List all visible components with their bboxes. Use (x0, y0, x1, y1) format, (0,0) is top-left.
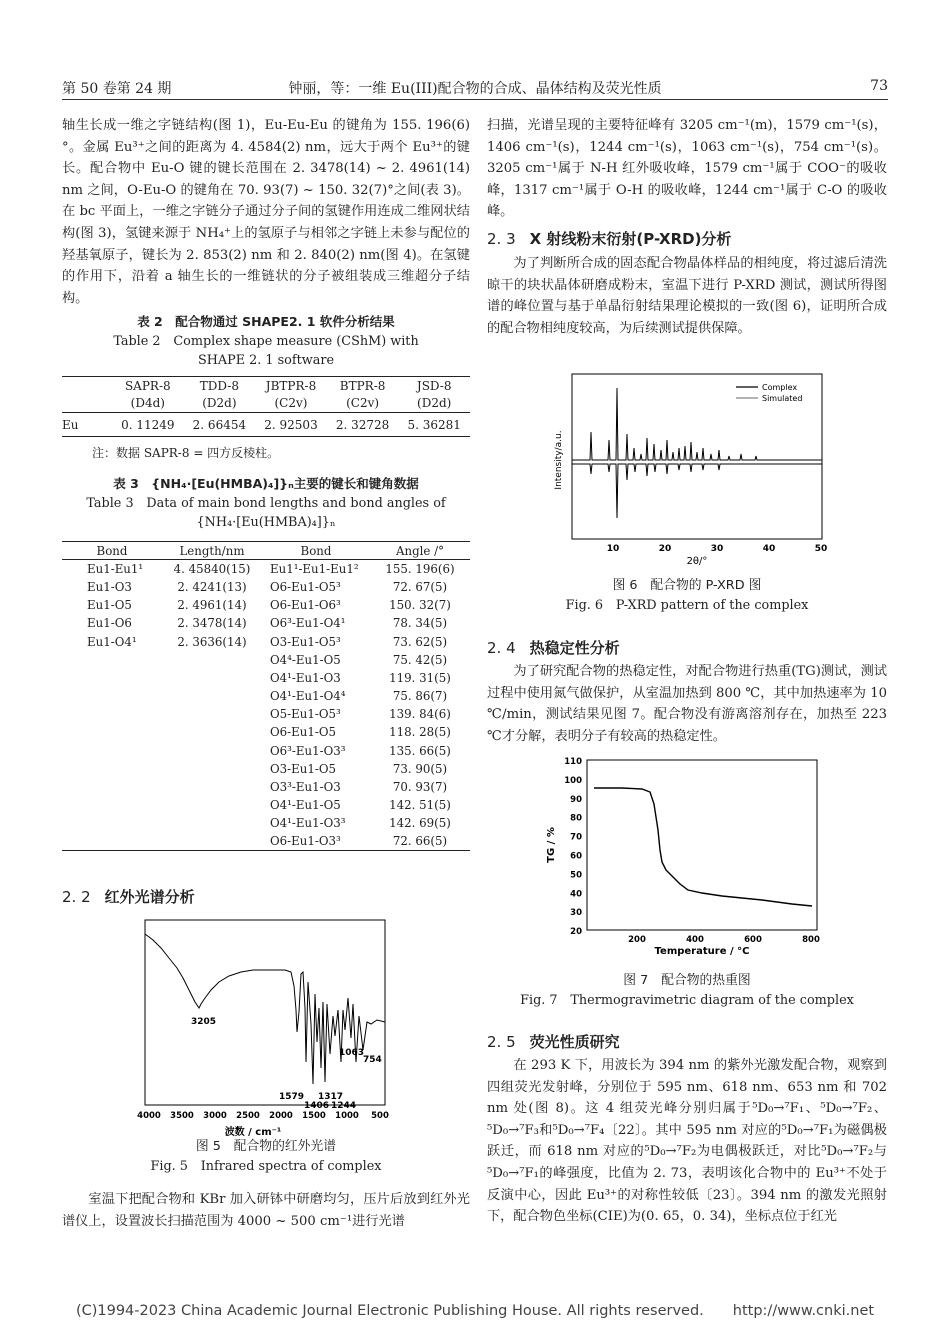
table-cell: O6³-Eu1-O4¹ (270, 616, 346, 631)
table-cell (62, 723, 162, 741)
tg-curve (594, 788, 812, 906)
table-cell: O6-Eu1-O5 (270, 725, 337, 740)
table-row (62, 833, 470, 851)
table-cell: O5-Eu1-O5³ (270, 707, 341, 722)
table-cell: Eu1-O3 (87, 579, 132, 594)
table2-title-en1: Table 2 Complex shape measure (CShM) with (113, 334, 419, 349)
table-cell (162, 778, 262, 796)
table-cell: 4. 45840(15) (173, 562, 251, 577)
table-cell: O6-Eu1-O3³ (270, 834, 341, 849)
table3-title-en2: {NH₄·[Eu(HMBA)₄]}ₙ (196, 515, 336, 530)
ir-peak-label: 1579 (279, 1092, 305, 1102)
t2-col-a: BTPR-8 (339, 378, 386, 393)
table-cell (162, 669, 262, 687)
journal-volume: 第 50 卷第 24 期 (62, 81, 172, 97)
table-cell (162, 833, 262, 851)
tg-y-label: TG / % (546, 827, 557, 863)
ir-peak-label: 1317 (318, 1092, 344, 1102)
table-cell: 139. 84(6) (389, 707, 451, 722)
t2-col-a: JSD-8 (416, 378, 452, 393)
table-cell (162, 705, 262, 723)
table2-title-cn: 表 2 配合物通过 SHAPE2. 1 软件分析结果 (137, 314, 395, 329)
table-cell (162, 742, 262, 760)
fig6-caption-en: Fig. 6 P-XRD pattern of the complex (565, 598, 809, 613)
table-cell: 2. 3478(14) (177, 616, 247, 631)
table-row (62, 760, 470, 778)
ir-spectrum-line (145, 934, 385, 1084)
t2-row-label: Eu (62, 417, 79, 432)
tg-x-label: Temperature / °C (654, 946, 750, 957)
intro-paragraph: 轴生长成一维之字链结构(图 1)，Eu-Eu-Eu 的键角为 155. 196(6)°。金属 Eu³⁺之间的距离为 4. 4584(2) nm，远大于两个 Eu³⁺的键长。配合物中 Eu-O 键的键长范围在 2. 3478(14) ~ 2. 4961(14) nm 之间，O-Eu-O 的键角在 70. 93(7) ~ 150. 32(7)°之间(表 3)。在 bc 平面上，一维之字链分子通过分子间的氢键作用连成二维网状结构(图 3)，氢键来源于 NH₄⁺上的氢原子与相邻之字链上未参与配位的羟基氧原子，键长为 2. 853(2) nm 和 2. 840(2) nm(图 4)。在氢键的作用下，沿着 a 轴生长的一维链状的分子被组装成三维超分子结构。 (62, 118, 470, 306)
t2-cell: 5. 36281 (407, 417, 461, 432)
table-cell: 135. 66(5) (389, 743, 451, 758)
table-cell (62, 705, 162, 723)
table-row (62, 596, 470, 614)
t2-col-a: TDD-8 (199, 378, 239, 393)
tg-x-tick: 200 (628, 935, 646, 945)
table-cell: 73. 90(5) (392, 761, 448, 776)
t2-col-b: (C2v) (346, 396, 380, 411)
table-row (62, 814, 470, 832)
legend-simulated: Simulated (762, 394, 803, 403)
table-cell (62, 796, 162, 814)
table-cell (162, 796, 262, 814)
table-row (62, 651, 470, 669)
t2-col-b: (C2v) (274, 396, 308, 411)
ir-x-label: 波数 / cm⁻¹ (224, 1127, 282, 1138)
table3-body (62, 560, 470, 851)
t2-cell: 2. 66454 (192, 417, 247, 432)
ir-result-paragraph: 扫描，光谱呈现的主要特征峰有 3205 cm⁻¹(m)，1579 cm⁻¹(s)，1406 cm⁻¹(s)，1244 cm⁻¹(s)，1063 cm⁻¹(s)，754 cm⁻¹(s)。3205 cm⁻¹属于 N-H 红外吸收峰，1579 cm⁻¹属于 COO⁻的吸收峰，1317 cm⁻¹属于 O-H 的吸收峰，1244 cm⁻¹属于 C-O 的吸收峰。 (487, 118, 887, 220)
table-cell (62, 760, 162, 778)
pxrd-x-label: 2θ/° (686, 556, 708, 567)
ir-peak-label: 3205 (191, 1017, 217, 1027)
t2-col-b: (D2d) (202, 396, 237, 411)
pxrd-x-ticks (607, 544, 828, 554)
pxrd-x-tick: 40 (762, 544, 776, 554)
table-row (62, 742, 470, 760)
ir-x-tick: 1000 (335, 1111, 359, 1121)
t2-col-b: (D2d) (417, 396, 452, 411)
table-row (62, 560, 470, 578)
fig7-caption-en: Fig. 7 Thermogravimetric diagram of the complex (520, 993, 854, 1008)
pxrd-simulated-line (572, 464, 822, 518)
section-2-4-heading: 2. 4 热稳定性分析 (487, 639, 620, 657)
t2-col-b: (D4d) (130, 396, 165, 411)
table-cell (62, 669, 162, 687)
tg-x-tick: 600 (744, 935, 762, 945)
t2-cell: 2. 32728 (335, 417, 390, 432)
table-cell (162, 651, 262, 669)
t2-cell: 2. 92503 (264, 417, 318, 432)
pxrd-x-tick: 10 (606, 544, 620, 554)
table3 (62, 541, 470, 851)
table-cell: 142. 51(5) (389, 798, 451, 813)
table-cell: 150. 32(7) (389, 598, 451, 613)
table-cell: O3-Eu1-O5 (270, 761, 337, 776)
table2-title-en2: SHAPE 2. 1 software (197, 353, 335, 368)
table-cell: O6³-Eu1-O3³ (270, 743, 346, 758)
copyright-footer: (C)1994-2023 China Academic Journal Electronic Publishing House. All rights reserved. http://www.cnki.net (75, 1303, 875, 1319)
table-cell: O4¹-Eu1-O4⁴ (270, 689, 346, 704)
table-cell: 73. 62(5) (392, 634, 448, 649)
table3-title-cn: 表 3 {NH₄·[Eu(HMBA)₄]}ₙ主要的键长和键角数据 (113, 476, 419, 491)
ir-spectrum-figure (133, 912, 393, 1140)
pxrd-paragraph: 为了判断所合成的固态配合物晶体样品的相纯度，将过滤后清洗晾干的块状晶体研磨成粉末，室温下进行 P-XRD 测试，测试所得图谱的峰位置与基于单晶衍射结果理论模拟的一致(图 6)，证明所合成的配合物相纯度较高，为后续测试提供保障。 (487, 256, 887, 336)
table-cell: 2. 4241(13) (177, 579, 247, 594)
table-cell: O4¹-Eu1-O5 (270, 798, 341, 813)
page-number: 73 (870, 78, 888, 94)
tg-x-ticks (628, 935, 820, 945)
pxrd-y-label: Intensity/a.u. (554, 430, 564, 490)
fig6-caption-cn: 图 6 配合物的 P-XRD 图 (612, 578, 762, 593)
pxrd-x-tick: 20 (658, 544, 672, 554)
table-cell: 72. 66(5) (392, 834, 448, 849)
table-cell (62, 651, 162, 669)
ir-x-tick: 2500 (236, 1111, 260, 1121)
tg-y-tick: 50 (570, 870, 582, 881)
tg-y-tick: 100 (564, 775, 582, 786)
ir-peak-label: 754 (363, 1055, 382, 1065)
table-cell: O4¹-Eu1-O3 (270, 670, 341, 685)
table-cell (162, 814, 262, 832)
table-cell: 2. 4961(14) (177, 598, 247, 613)
table-cell: 75. 86(7) (392, 689, 448, 704)
table2 (62, 376, 470, 437)
tg-paragraph: 为了研究配合物的热稳定性，对配合物进行热重(TG)测试，测试过程中使用氮气做保护，从室温加热到 800 ℃，其中加热速率为 10 ℃/min，测试结果见图 7。配合物没有游离溶剂存在，加热至 223 ℃才分解，表明分子有较高的热稳定性。 (487, 664, 887, 744)
tg-frame (587, 760, 817, 930)
table-cell: Eu1-O6 (87, 616, 132, 631)
t3-header: Angle /° (395, 543, 445, 558)
t3-header: Length/nm (179, 543, 245, 558)
ir-x-ticks (137, 1111, 389, 1121)
tg-y-tick: 80 (570, 813, 582, 824)
table-row (62, 632, 470, 650)
tg-y-tick: 40 (570, 889, 582, 900)
table-cell: O3-Eu1-O5³ (270, 634, 341, 649)
ir-peak-label: 1406 (304, 1101, 330, 1111)
table-cell (62, 814, 162, 832)
t3-header: Bond (300, 543, 332, 558)
ir-peak-label: 1244 (331, 1101, 357, 1111)
ir-peak-label: 1063 (339, 1048, 365, 1058)
table-cell: Eu1-O4¹ (87, 634, 137, 649)
pxrd-x-tick: 30 (710, 544, 724, 554)
table-cell: 72. 67(5) (392, 579, 448, 594)
table-cell: 119. 31(5) (389, 670, 451, 685)
tg-y-tick: 110 (564, 757, 582, 767)
tg-y-tick: 20 (570, 927, 582, 938)
table-cell: 142. 69(5) (389, 816, 451, 831)
fluorescence-paragraph: 在 293 K 下，用波长为 394 nm 的紫外光激发配合物，观察到四组荧光发射峰，分别位于 595 nm、618 nm、653 nm 和 702 nm 处(图 8)。这 4 组荧光峰分别归属于⁵D₀→⁷F₁、⁵D₀→⁷F₂、⁵D₀→⁷F₃和⁵D₀→⁷F₄〔22〕。其中 595 nm 对应的⁵D₀→⁷F₁为磁偶极跃迁，而 618 nm 对应的⁵D₀→⁷F₂为电偶极跃迁，对比⁵D₀→⁷F₂与⁵D₀→⁷F₁的峰强度，比值为 2. 73，表明该化合物中的 Eu³⁺不处于反演中心，因此 Eu³⁺的对称性较低〔23〕。394 nm 的激发光照射下，配合物色坐标(CIE)为(0. 65，0. 34)，坐标点位于红光 (487, 1058, 887, 1225)
table-cell (162, 723, 262, 741)
tg-y-tick: 30 (570, 908, 582, 919)
table-cell: Eu1¹-Eu1-Eu1² (270, 562, 359, 577)
table-cell: 75. 42(5) (392, 652, 448, 667)
header-rule (62, 99, 888, 100)
tg-figure (542, 750, 832, 960)
pxrd-x-tick: 50 (814, 544, 828, 554)
t3-header: Bond (96, 543, 128, 558)
ir-x-tick: 3500 (170, 1111, 194, 1121)
table-cell: Eu1-O5 (87, 598, 132, 613)
t2-cell: 0. 11249 (121, 417, 175, 432)
table-cell: 2. 3636(14) (177, 634, 247, 649)
ir-x-tick: 500 (371, 1111, 389, 1121)
fig5-caption-en: Fig. 5 Infrared spectra of complex (150, 1159, 382, 1174)
legend-complex: Complex (762, 383, 798, 392)
fig5-caption-cn: 图 5 配合物的红外光谱 (195, 1139, 337, 1154)
tg-x-tick: 400 (686, 935, 704, 945)
table-cell: 155. 196(6) (385, 562, 455, 577)
table-cell (62, 833, 162, 851)
pxrd-figure (550, 368, 826, 568)
table-cell (162, 760, 262, 778)
tg-x-tick: 800 (802, 935, 820, 945)
fig7-caption-cn: 图 7 配合物的热重图 (623, 973, 751, 988)
table-cell (62, 742, 162, 760)
ir-x-tick: 3000 (203, 1111, 227, 1121)
ir-x-tick: 2000 (269, 1111, 293, 1121)
table-row (62, 723, 470, 741)
section-2-5-heading: 2. 5 荧光性质研究 (487, 1033, 620, 1051)
t2-col-a: JBTPR-8 (265, 378, 317, 393)
table-row (62, 796, 470, 814)
tg-y-tick: 70 (570, 832, 582, 843)
table-row (62, 614, 470, 632)
tg-y-tick: 90 (570, 794, 582, 805)
table-cell: O6-Eu1-O5³ (270, 579, 341, 594)
table-cell: 70. 93(7) (392, 780, 448, 795)
table-cell: O6-Eu1-O6³ (270, 598, 341, 613)
table-cell (162, 687, 262, 705)
table-cell: O4⁴-Eu1-O5 (270, 652, 341, 667)
ir-x-tick: 4000 (137, 1111, 161, 1121)
table-row (62, 669, 470, 687)
table-cell: O3³-Eu1-O3 (270, 780, 341, 795)
table-row (62, 687, 470, 705)
table3-title-en1: Table 3 Data of main bond lengths and bond angles of (86, 496, 446, 511)
tg-y-ticks (564, 757, 582, 937)
t2-col-a: SAPR-8 (124, 378, 171, 393)
table-cell: O4¹-Eu1-O3³ (270, 816, 346, 831)
table-cell (62, 687, 162, 705)
ir-x-tick: 1500 (302, 1111, 326, 1121)
running-title: 钟丽，等：一维 Eu(III)配合物的合成、晶体结构及荧光性质 (288, 81, 662, 97)
table-cell: 118. 28(5) (389, 725, 451, 740)
table-cell: 78. 34(5) (392, 616, 448, 631)
section-2-2-heading: 2. 2 红外光谱分析 (62, 888, 195, 906)
table2-note: 注：数据 SAPR-8 = 四方反棱柱。 (92, 446, 280, 460)
table-row (62, 578, 470, 596)
table-cell (62, 778, 162, 796)
table-row (62, 705, 470, 723)
table-row (62, 778, 470, 796)
tg-y-tick: 60 (570, 851, 582, 862)
section-2-3-heading: 2. 3 X 射线粉末衍射(P-XRD)分析 (487, 230, 732, 248)
ir-method-paragraph: 室温下把配合物和 KBr 加入研钵中研磨均匀，压片后放到红外光谱仪上，设置波长扫描范围为 4000 ~ 500 cm⁻¹进行光谱 (62, 1192, 470, 1229)
table-cell: Eu1-Eu1¹ (87, 562, 144, 577)
